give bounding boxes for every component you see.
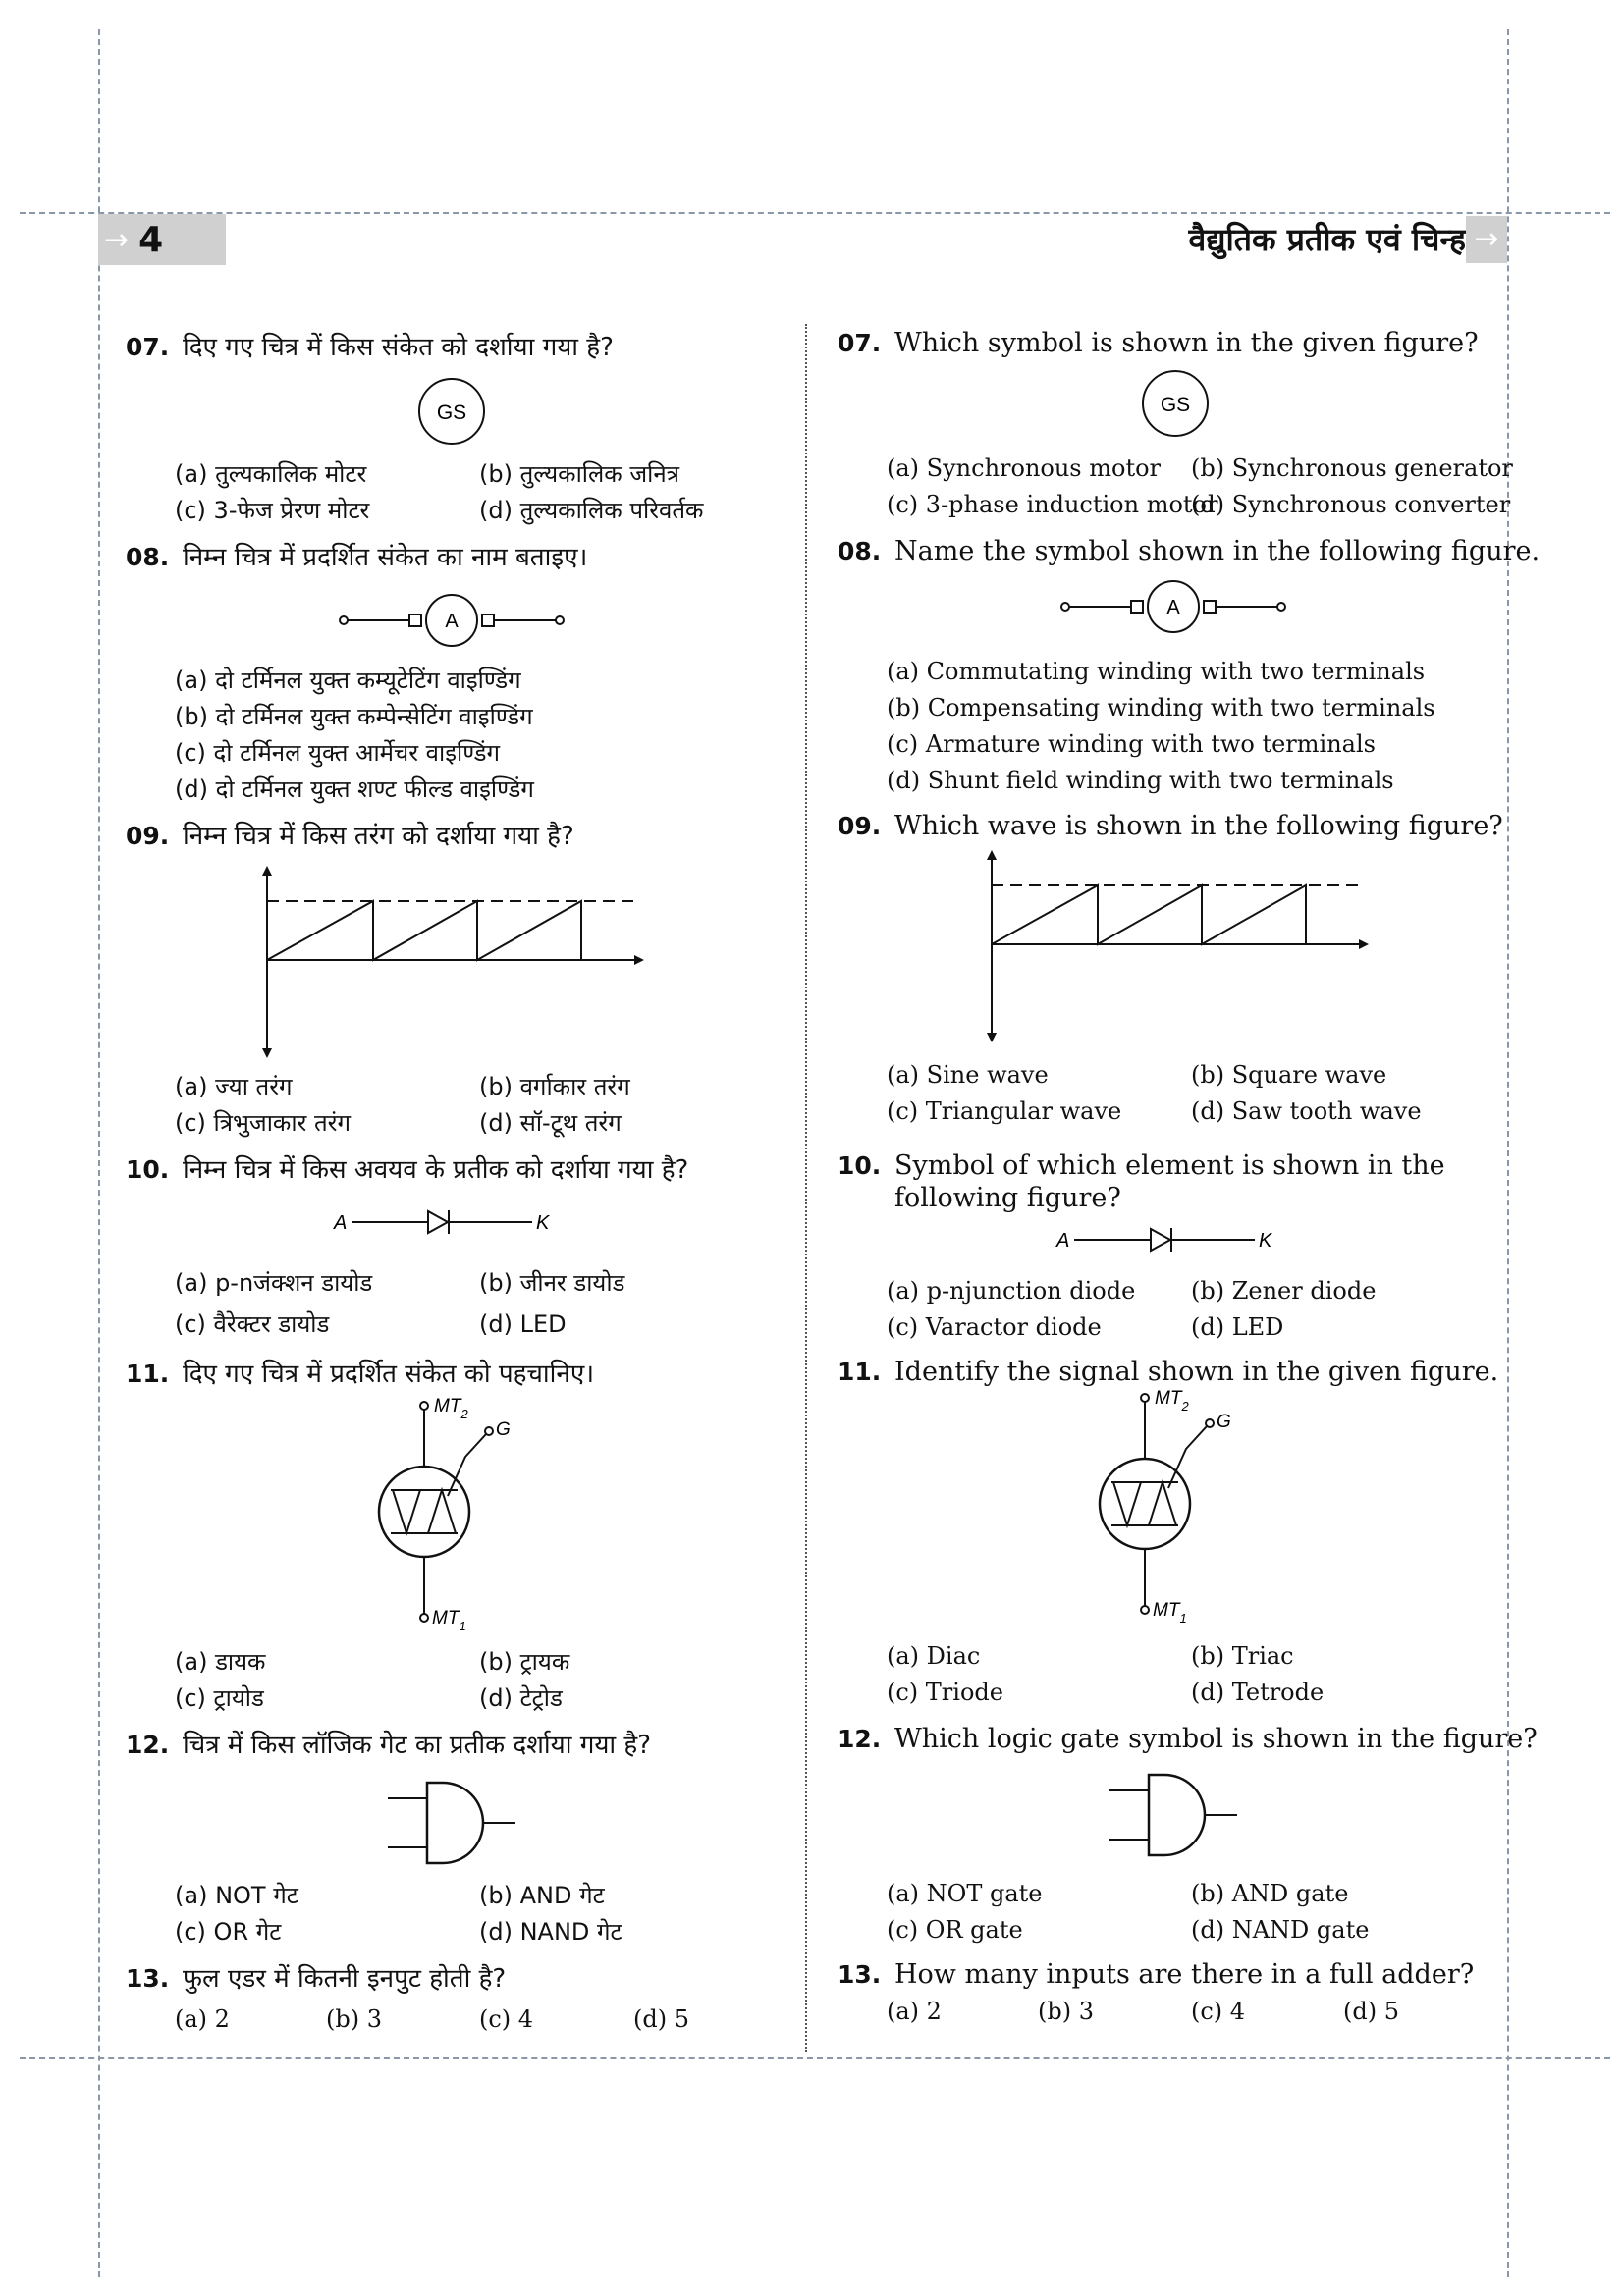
option-a: (a) NOT gate [887,1880,1043,1907]
option-b: (b) 3 [1038,1998,1094,2025]
diode-figure [330,1207,566,1237]
question-number: 10. [838,1151,882,1180]
gs-label: GS [436,401,467,424]
question-11-hi [126,1357,594,1392]
mt2-label: $MT_2$ [434,1396,468,1421]
option-d: (d) Shunt field winding with two terminals [887,767,1394,794]
option-d: (d) Synchronous converter [1191,491,1511,518]
cathode-label: K [1259,1230,1272,1252]
option-d: (d) 5 [1343,1998,1399,2025]
question-text: फुल एडर में कितनी इनपुट होती है? [183,1964,507,1994]
option-c: (c) Triode [887,1679,1003,1706]
gate-label: G [1217,1412,1231,1432]
crop-mark-left [98,29,100,2277]
question-number: 11. [126,1360,170,1388]
question-text: निम्न चित्र में किस अवयव के प्रतीक को दर्शाया गया है? [183,1155,689,1185]
question-text: चित्र में किस लॉजिक गेट का प्रतीक दर्शाया गया है? [183,1731,652,1760]
sawtooth-wave-figure [978,850,1371,1042]
gs-label: GS [1160,394,1191,416]
option-c: (c) त्रिभुजाकार तरंग [175,1109,352,1137]
question-08-en [838,534,1540,569]
option-c: (c) OR gate [887,1916,1023,1944]
question-07-en [838,326,1479,361]
gate-label: G [496,1419,511,1440]
option-c: (c) Triangular wave [887,1097,1122,1125]
option-b: (b) Synchronous generator [1191,454,1513,482]
question-number: 09. [126,822,170,850]
option-a: (a) p-nजंक्शन डायोड [175,1269,373,1297]
question-number: 13. [838,1960,882,1989]
mt1-label: $MT_1$ [1153,1600,1187,1626]
question-11-en [838,1355,1498,1390]
option-b: (b) दो टर्मिनल युक्त कम्पेन्सेटिंग वाइण्डिंग [175,703,533,730]
option-c: (c) ट्रायोड [175,1684,264,1712]
mt2-label: $MT_2$ [1155,1388,1189,1414]
option-a: (a) 2 [175,2005,230,2033]
question-number: 12. [126,1731,170,1759]
option-c: (c) 4 [479,2005,534,2033]
question-text: Which symbol is shown in the given figure? [894,328,1479,358]
option-b: (b) जीनर डायोड [479,1269,625,1297]
option-a: (a) तुल्यकालिक मोटर [175,460,367,488]
option-c: (c) 3-phase induction motor [887,491,1218,518]
sawtooth-wave-figure [253,866,646,1058]
triac-figure [1084,1388,1241,1624]
page-number-box [98,214,226,265]
option-d: (d) दो टर्मिनल युक्त शण्ट फील्ड वाइण्डिंग [175,775,534,803]
option-c: (c) OR गेट [175,1918,282,1946]
option-b: (b) Zener diode [1191,1277,1377,1305]
option-c: (c) Armature winding with two terminals [887,730,1376,758]
option-d: (d) सॉ-टूथ तरंग [479,1109,622,1137]
option-d: (d) Tetrode [1191,1679,1325,1706]
option-a: (a) Diac [887,1642,981,1670]
option-b: (b) Compensating winding with two terminals [887,694,1435,721]
option-a: (a) p-njunction diode [887,1277,1136,1305]
armature-symbol-figure [339,593,565,648]
option-a: (a) Sine wave [887,1061,1049,1089]
arrow-right-icon: → [104,222,130,257]
cathode-label: K [536,1212,550,1234]
option-a: (a) 2 [887,1998,942,2025]
crop-mark-bottom [20,2057,1610,2059]
option-a: (a) डायक [175,1648,266,1676]
question-number: 10. [126,1155,170,1184]
mt1-label: $MT_1$ [432,1608,466,1633]
option-d: (d) LED [1191,1313,1284,1341]
question-09-en [838,809,1503,844]
question-10-en-line2 [894,1181,1121,1216]
question-text: दिए गए चित्र में प्रदर्शित संकेत को पहचानिए। [183,1360,595,1389]
armature-label: A [1166,597,1180,618]
armature-symbol-figure [1060,579,1286,634]
anode-label: A [1056,1230,1070,1252]
option-d: (d) NAND गेट [479,1918,622,1946]
question-text: Which logic gate symbol is shown in the figure? [894,1724,1538,1754]
question-08-hi [126,540,587,575]
option-c: (c) Varactor diode [887,1313,1102,1341]
crop-mark-right [1507,29,1509,2277]
question-12-en [838,1722,1538,1757]
option-c: (c) दो टर्मिनल युक्त आर्मेचर वाइण्डिंग [175,739,500,767]
option-b: (b) Triac [1191,1642,1294,1670]
anode-label: A [334,1212,348,1234]
question-text: निम्न चित्र में प्रदर्शित संकेत का नाम बताइए। [183,543,588,572]
question-text: Which wave is shown in the following figure? [894,811,1503,841]
option-d: (d) तुल्यकालिक परिवर्तक [479,497,704,524]
page-number: 4 [138,219,164,260]
question-07-hi [126,330,614,365]
option-b: (b) वर्गाकार तरंग [479,1073,630,1100]
option-b: (b) Square wave [1191,1061,1387,1089]
and-gate-figure [1109,1773,1247,1857]
option-c: (c) 4 [1191,1998,1246,2025]
question-09-hi [126,819,574,854]
question-number: 12. [838,1725,882,1753]
and-gate-figure [388,1781,525,1865]
option-a: (a) NOT गेट [175,1882,298,1909]
question-number: 13. [126,1964,170,1993]
option-b: (b) 3 [326,2005,382,2033]
question-text: निम्न चित्र में किस तरंग को दर्शाया गया है? [183,822,574,851]
arrow-right-icon: → [1466,216,1507,263]
option-b: (b) तुल्यकालिक जनित्र [479,460,679,488]
gs-symbol-figure [1141,369,1210,438]
question-number: 08. [126,543,170,571]
question-12-hi [126,1728,651,1763]
crop-mark-top [20,212,1610,214]
armature-label: A [445,611,459,632]
option-b: (b) AND gate [1191,1880,1349,1907]
question-number: 07. [126,333,170,361]
triac-figure [363,1396,520,1631]
question-13-en [838,1957,1474,1993]
question-number: 07. [838,329,882,357]
option-a: (a) दो टर्मिनल युक्त कम्यूटेटिंग वाइण्डिंग [175,667,521,694]
chapter-title: वैद्युतिक प्रतीक एवं चिन्ह [1188,221,1466,258]
option-a: (a) ज्या तरंग [175,1073,293,1100]
question-13-hi [126,1961,506,1997]
column-divider [805,324,807,2052]
diode-figure [1053,1225,1288,1255]
question-text: Identify the signal shown in the given figure. [894,1357,1499,1387]
gs-symbol-figure [417,377,486,446]
question-text: Name the symbol shown in the following figure. [894,536,1541,566]
option-a: (a) Commutating winding with two terminals [887,658,1426,685]
question-text: दिए गए चित्र में किस संकेत को दर्शाया गया है? [183,333,614,362]
option-c: (c) 3-फेज प्रेरण मोटर [175,497,370,524]
option-b: (b) AND गेट [479,1882,605,1909]
question-number: 09. [838,812,882,840]
option-d: (d) NAND gate [1191,1916,1370,1944]
option-b: (b) ट्रायक [479,1648,570,1676]
option-d: (d) 5 [633,2005,689,2033]
question-text: How many inputs are there in a full adder? [894,1959,1475,1990]
option-d: (d) LED [479,1310,567,1338]
question-number: 08. [838,537,882,565]
option-c: (c) वैरेक्टर डायोड [175,1310,330,1338]
option-a: (a) Synchronous motor [887,454,1162,482]
question-10-hi [126,1152,688,1188]
question-text: following figure? [894,1183,1121,1213]
question-number: 11. [838,1358,882,1386]
option-d: (d) टेट्रोड [479,1684,563,1712]
option-d: (d) Saw tooth wave [1191,1097,1422,1125]
question-text: Symbol of which element is shown in the [894,1150,1445,1181]
question-10-en [838,1148,1445,1184]
